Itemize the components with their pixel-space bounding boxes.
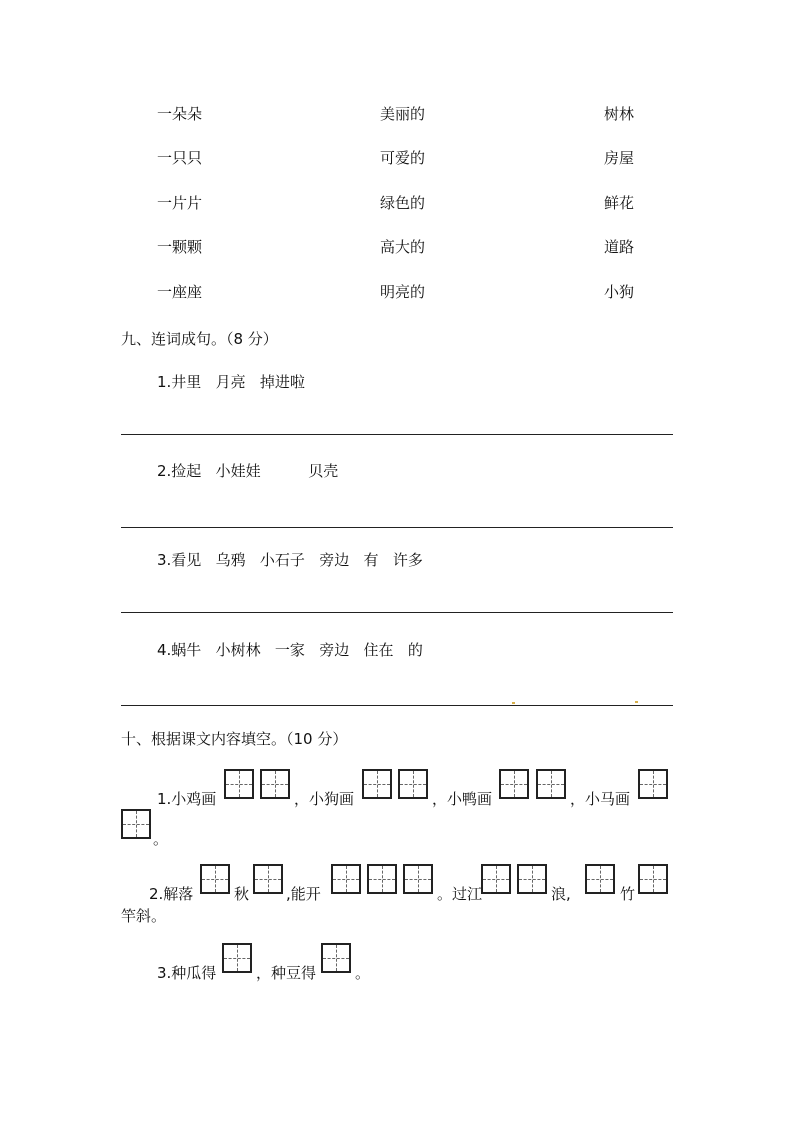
tianzige-box[interactable] bbox=[367, 864, 397, 894]
quantifier-word: 一颗颗 bbox=[157, 238, 203, 256]
answer-line-3[interactable] bbox=[121, 612, 673, 613]
tianzige-box[interactable] bbox=[499, 769, 529, 799]
adjective-word: 绿色的 bbox=[380, 194, 426, 212]
tianzige-box[interactable] bbox=[517, 864, 547, 894]
quantifier-word: 一片片 bbox=[157, 194, 203, 212]
tianzige-box[interactable] bbox=[224, 769, 254, 799]
answer-line-4[interactable] bbox=[121, 705, 673, 706]
scan-speck bbox=[512, 702, 515, 704]
fill-text: 。过江 bbox=[437, 885, 483, 903]
quantifier-word: 一朵朵 bbox=[157, 105, 203, 123]
fill-text: 竿斜。 bbox=[121, 907, 167, 925]
tianzige-box[interactable] bbox=[200, 864, 230, 894]
answer-line-2[interactable] bbox=[121, 527, 673, 528]
tianzige-box[interactable] bbox=[638, 769, 668, 799]
adjective-word: 明亮的 bbox=[380, 283, 426, 301]
noun-word: 道路 bbox=[604, 238, 635, 256]
tianzige-box[interactable] bbox=[121, 809, 151, 839]
question-9-4: 4.蜗牛 小树林 一家 旁边 住在 的 bbox=[157, 641, 423, 659]
adjective-word: 高大的 bbox=[380, 238, 426, 256]
fill-text: 。 bbox=[153, 830, 169, 848]
noun-word: 小狗 bbox=[604, 283, 635, 301]
question-9-3: 3.看见 乌鸦 小石子 旁边 有 许多 bbox=[157, 551, 423, 569]
fill-text: ，小马画 bbox=[570, 790, 631, 808]
adjective-word: 可爱的 bbox=[380, 149, 426, 167]
fill-text: 。 bbox=[355, 964, 371, 982]
quantifier-word: 一只只 bbox=[157, 149, 203, 167]
tianzige-box[interactable] bbox=[321, 943, 351, 973]
adjective-word: 美丽的 bbox=[380, 105, 426, 123]
tianzige-box[interactable] bbox=[536, 769, 566, 799]
fill-text: 2.解落 bbox=[149, 885, 194, 903]
fill-text: ，小鸭画 bbox=[432, 790, 493, 808]
fill-text: 秋 bbox=[234, 885, 250, 903]
noun-word: 鲜花 bbox=[604, 194, 635, 212]
question-9-1: 1.井里 月亮 掉进啦 bbox=[157, 373, 305, 391]
tianzige-box[interactable] bbox=[638, 864, 668, 894]
quantifier-word: 一座座 bbox=[157, 283, 203, 301]
tianzige-box[interactable] bbox=[403, 864, 433, 894]
tianzige-box[interactable] bbox=[331, 864, 361, 894]
tianzige-box[interactable] bbox=[222, 943, 252, 973]
tianzige-box[interactable] bbox=[398, 769, 428, 799]
tianzige-box[interactable] bbox=[362, 769, 392, 799]
noun-word: 树林 bbox=[604, 105, 635, 123]
question-9-2: 2.捡起 小娃娃 贝壳 bbox=[157, 462, 339, 480]
tianzige-box[interactable] bbox=[585, 864, 615, 894]
fill-text: ，种豆得 bbox=[256, 964, 317, 982]
fill-text: ，小狗画 bbox=[294, 790, 355, 808]
tianzige-box[interactable] bbox=[260, 769, 290, 799]
fill-text: 3.种瓜得 bbox=[157, 964, 217, 982]
section-10-title: 十、根据课文内容填空。（10 分） bbox=[121, 730, 348, 748]
section-9-title: 九、连词成句。（8 分） bbox=[121, 330, 278, 348]
answer-line-1[interactable] bbox=[121, 434, 673, 435]
fill-text: 竹 bbox=[620, 885, 636, 903]
tianzige-box[interactable] bbox=[253, 864, 283, 894]
scan-speck bbox=[635, 701, 638, 703]
noun-word: 房屋 bbox=[604, 149, 635, 167]
fill-text: 1.小鸡画 bbox=[157, 790, 217, 808]
fill-text: ,能开 bbox=[286, 885, 321, 903]
tianzige-box[interactable] bbox=[481, 864, 511, 894]
fill-text: 浪, bbox=[551, 885, 571, 903]
